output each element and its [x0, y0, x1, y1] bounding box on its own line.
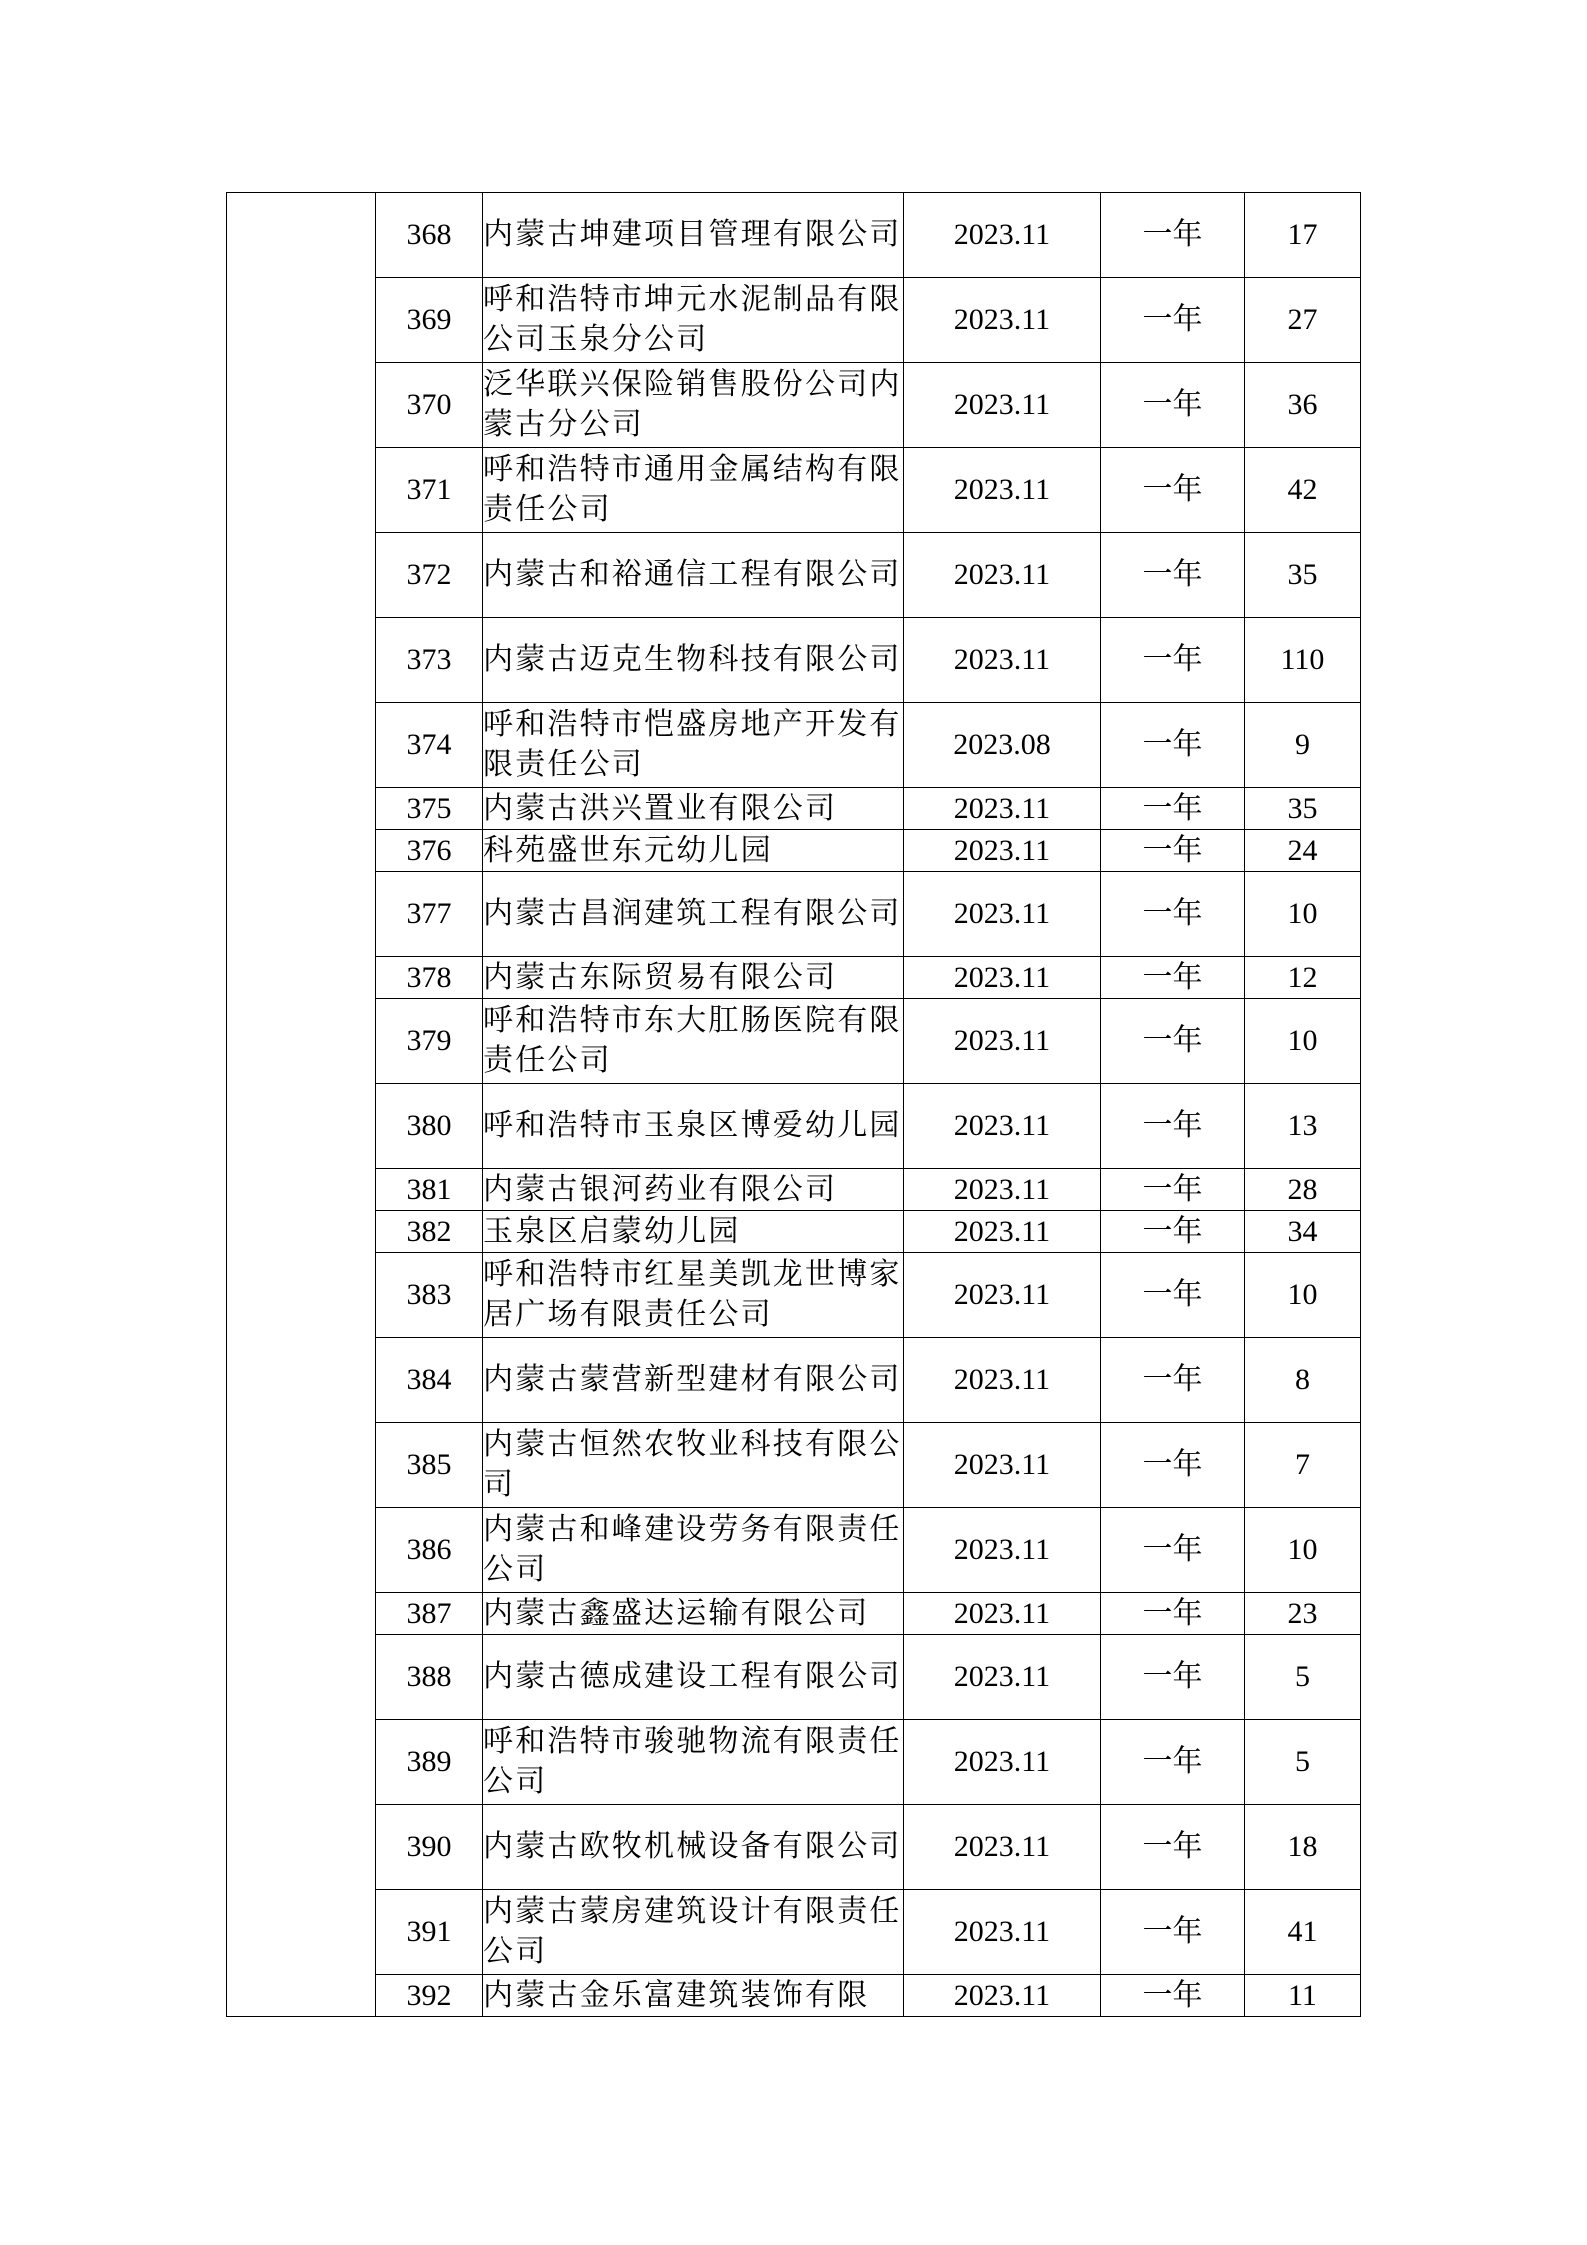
date-cell: 2023.11	[904, 872, 1101, 957]
company-name-cell: 内蒙古蒙营新型建材有限公司	[483, 1338, 904, 1423]
table-row	[227, 1338, 1361, 1423]
date-cell: 2023.11	[904, 448, 1101, 533]
date-cell: 2023.11	[904, 618, 1101, 703]
table-row	[227, 1084, 1361, 1169]
count-cell: 18	[1245, 1805, 1361, 1890]
company-name-cell: 内蒙古洪兴置业有限公司	[483, 788, 904, 830]
count-cell: 11	[1245, 1975, 1361, 2017]
term-cell: 一年	[1101, 703, 1245, 788]
date-cell: 2023.11	[904, 1508, 1101, 1593]
table-row	[227, 1253, 1361, 1338]
date-cell: 2023.11	[904, 1805, 1101, 1890]
count-cell: 27	[1245, 278, 1361, 363]
term-cell: 一年	[1101, 1338, 1245, 1423]
date-cell: 2023.11	[904, 1084, 1101, 1169]
term-cell: 一年	[1101, 1975, 1245, 2017]
term-cell: 一年	[1101, 957, 1245, 999]
date-cell: 2023.11	[904, 278, 1101, 363]
enterprise-table	[226, 192, 1361, 2017]
term-cell: 一年	[1101, 830, 1245, 872]
count-cell: 41	[1245, 1890, 1361, 1975]
date-cell: 2023.11	[904, 830, 1101, 872]
company-name-cell: 内蒙古和峰建设劳务有限责任公司	[483, 1508, 904, 1593]
term-cell: 一年	[1101, 618, 1245, 703]
term-cell: 一年	[1101, 1720, 1245, 1805]
date-cell: 2023.11	[904, 1635, 1101, 1720]
count-cell: 7	[1245, 1423, 1361, 1508]
count-cell: 17	[1245, 193, 1361, 278]
count-cell: 36	[1245, 363, 1361, 448]
seq-cell: 391	[376, 1890, 483, 1975]
company-name-cell: 内蒙古坤建项目管理有限公司	[483, 193, 904, 278]
count-cell: 34	[1245, 1211, 1361, 1253]
company-name-cell: 呼和浩特市红星美凯龙世博家居广场有限责任公司	[483, 1253, 904, 1338]
date-cell: 2023.11	[904, 193, 1101, 278]
company-name-cell: 内蒙古和裕通信工程有限公司	[483, 533, 904, 618]
company-name-cell: 内蒙古银河药业有限公司	[483, 1169, 904, 1211]
count-cell: 35	[1245, 788, 1361, 830]
company-name-cell: 呼和浩特市恺盛房地产开发有限责任公司	[483, 703, 904, 788]
term-cell: 一年	[1101, 1423, 1245, 1508]
table-row	[227, 1169, 1361, 1211]
seq-cell: 390	[376, 1805, 483, 1890]
term-cell: 一年	[1101, 448, 1245, 533]
company-name-cell: 内蒙古昌润建筑工程有限公司	[483, 872, 904, 957]
table-row	[227, 363, 1361, 448]
seq-cell: 378	[376, 957, 483, 999]
seq-cell: 372	[376, 533, 483, 618]
seq-cell: 370	[376, 363, 483, 448]
count-cell: 28	[1245, 1169, 1361, 1211]
count-cell: 42	[1245, 448, 1361, 533]
table-row	[227, 1635, 1361, 1720]
count-cell: 35	[1245, 533, 1361, 618]
date-cell: 2023.11	[904, 1211, 1101, 1253]
company-name-cell: 呼和浩特市通用金属结构有限责任公司	[483, 448, 904, 533]
count-cell: 23	[1245, 1593, 1361, 1635]
seq-cell: 379	[376, 999, 483, 1084]
count-cell: 10	[1245, 1508, 1361, 1593]
term-cell: 一年	[1101, 1635, 1245, 1720]
seq-cell: 383	[376, 1253, 483, 1338]
table-row	[227, 703, 1361, 788]
date-cell: 2023.11	[904, 363, 1101, 448]
seq-cell: 389	[376, 1720, 483, 1805]
table-row	[227, 999, 1361, 1084]
date-cell: 2023.11	[904, 533, 1101, 618]
table-row	[227, 618, 1361, 703]
term-cell: 一年	[1101, 788, 1245, 830]
seq-cell: 384	[376, 1338, 483, 1423]
company-name-cell: 内蒙古鑫盛达运输有限公司	[483, 1593, 904, 1635]
term-cell: 一年	[1101, 193, 1245, 278]
table-row	[227, 533, 1361, 618]
company-name-cell: 玉泉区启蒙幼儿园	[483, 1211, 904, 1253]
count-cell: 5	[1245, 1635, 1361, 1720]
date-cell: 2023.11	[904, 788, 1101, 830]
term-cell: 一年	[1101, 1890, 1245, 1975]
company-name-cell: 内蒙古欧牧机械设备有限公司	[483, 1805, 904, 1890]
term-cell: 一年	[1101, 999, 1245, 1084]
seq-cell: 369	[376, 278, 483, 363]
term-cell: 一年	[1101, 533, 1245, 618]
seq-cell: 386	[376, 1508, 483, 1593]
date-cell: 2023.11	[904, 1423, 1101, 1508]
term-cell: 一年	[1101, 1253, 1245, 1338]
count-cell: 110	[1245, 618, 1361, 703]
date-cell: 2023.11	[904, 1169, 1101, 1211]
count-cell: 10	[1245, 872, 1361, 957]
company-name-cell: 内蒙古蒙房建筑设计有限责任公司	[483, 1890, 904, 1975]
seq-cell: 380	[376, 1084, 483, 1169]
seq-cell: 368	[376, 193, 483, 278]
company-name-cell: 泛华联兴保险销售股份公司内蒙古分公司	[483, 363, 904, 448]
company-name-cell: 呼和浩特市坤元水泥制品有限公司玉泉分公司	[483, 278, 904, 363]
seq-cell: 377	[376, 872, 483, 957]
date-cell: 2023.11	[904, 1338, 1101, 1423]
term-cell: 一年	[1101, 278, 1245, 363]
table-row	[227, 278, 1361, 363]
count-cell: 13	[1245, 1084, 1361, 1169]
term-cell: 一年	[1101, 872, 1245, 957]
date-cell: 2023.11	[904, 999, 1101, 1084]
date-cell: 2023.08	[904, 703, 1101, 788]
term-cell: 一年	[1101, 1805, 1245, 1890]
table-row	[227, 1720, 1361, 1805]
count-cell: 12	[1245, 957, 1361, 999]
count-cell: 5	[1245, 1720, 1361, 1805]
table-row	[227, 1975, 1361, 2017]
table-row	[227, 1805, 1361, 1890]
table-row	[227, 1890, 1361, 1975]
seq-cell: 385	[376, 1423, 483, 1508]
seq-cell: 376	[376, 830, 483, 872]
table-body	[227, 193, 1361, 2017]
table-row	[227, 788, 1361, 830]
table-row	[227, 1211, 1361, 1253]
count-cell: 9	[1245, 703, 1361, 788]
seq-cell: 387	[376, 1593, 483, 1635]
seq-cell: 388	[376, 1635, 483, 1720]
company-name-cell: 呼和浩特市骏驰物流有限责任公司	[483, 1720, 904, 1805]
seq-cell: 375	[376, 788, 483, 830]
table-row	[227, 448, 1361, 533]
seq-cell: 371	[376, 448, 483, 533]
table-row	[227, 957, 1361, 999]
date-cell: 2023.11	[904, 1253, 1101, 1338]
company-name-cell: 内蒙古恒然农牧业科技有限公司	[483, 1423, 904, 1508]
count-cell: 10	[1245, 999, 1361, 1084]
group-cell	[227, 193, 376, 2017]
date-cell: 2023.11	[904, 1890, 1101, 1975]
company-name-cell: 内蒙古金乐富建筑装饰有限	[483, 1975, 904, 2017]
company-name-cell: 内蒙古迈克生物科技有限公司	[483, 618, 904, 703]
company-name-cell: 科苑盛世东元幼儿园	[483, 830, 904, 872]
term-cell: 一年	[1101, 1211, 1245, 1253]
term-cell: 一年	[1101, 363, 1245, 448]
count-cell: 10	[1245, 1253, 1361, 1338]
company-name-cell: 呼和浩特市玉泉区博爱幼儿园	[483, 1084, 904, 1169]
seq-cell: 374	[376, 703, 483, 788]
term-cell: 一年	[1101, 1593, 1245, 1635]
company-name-cell: 呼和浩特市东大肛肠医院有限责任公司	[483, 999, 904, 1084]
table-row	[227, 193, 1361, 278]
seq-cell: 373	[376, 618, 483, 703]
count-cell: 8	[1245, 1338, 1361, 1423]
seq-cell: 382	[376, 1211, 483, 1253]
seq-cell: 392	[376, 1975, 483, 2017]
table-row	[227, 1423, 1361, 1508]
seq-cell: 381	[376, 1169, 483, 1211]
date-cell: 2023.11	[904, 957, 1101, 999]
term-cell: 一年	[1101, 1169, 1245, 1211]
table-row	[227, 872, 1361, 957]
company-name-cell: 内蒙古德成建设工程有限公司	[483, 1635, 904, 1720]
count-cell: 24	[1245, 830, 1361, 872]
table-row	[227, 1508, 1361, 1593]
date-cell: 2023.11	[904, 1720, 1101, 1805]
term-cell: 一年	[1101, 1508, 1245, 1593]
company-name-cell: 内蒙古东际贸易有限公司	[483, 957, 904, 999]
date-cell: 2023.11	[904, 1593, 1101, 1635]
date-cell: 2023.11	[904, 1975, 1101, 2017]
term-cell: 一年	[1101, 1084, 1245, 1169]
table-row	[227, 1593, 1361, 1635]
table-row	[227, 830, 1361, 872]
